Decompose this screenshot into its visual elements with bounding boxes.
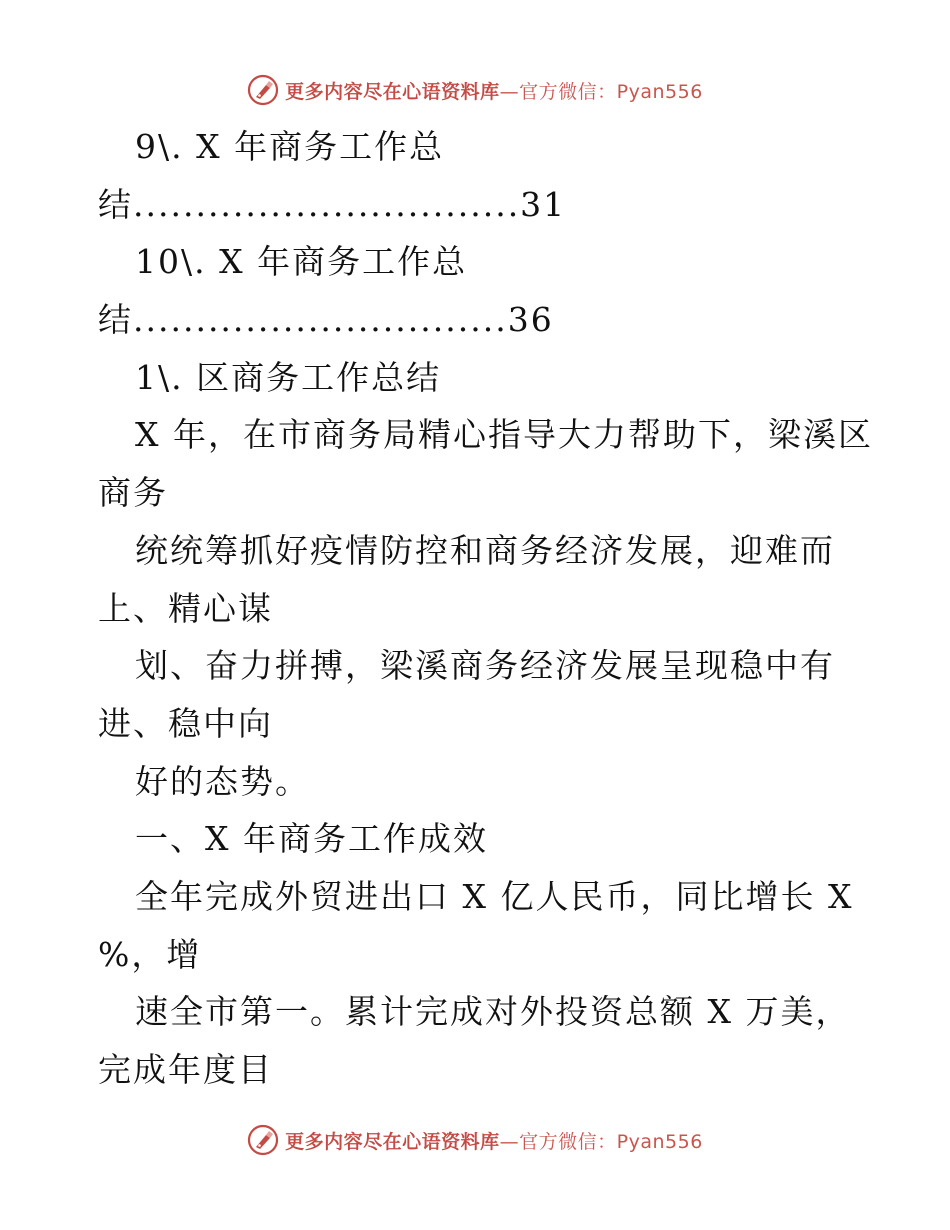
watermark-site-text: 更多内容尽在心语资料库 bbox=[285, 80, 500, 103]
document-body bbox=[98, 118, 873, 1099]
watermark-dash: — bbox=[499, 1130, 520, 1153]
watermark-text bbox=[285, 77, 703, 104]
paragraph-line: 统统筹抓好疫情防控和商务经济发展，迎难而 bbox=[135, 530, 835, 570]
paragraph-line: 进、稳中向 bbox=[98, 703, 273, 743]
watermark-text bbox=[285, 1127, 703, 1154]
header-watermark-banner bbox=[0, 70, 950, 110]
paragraph-line: X 年，在市商务局精心指导大力帮助下，梁溪区 bbox=[135, 415, 873, 455]
toc-entry-9-title: 9\. X 年商务工作总 bbox=[135, 127, 445, 166]
footer-watermark-banner bbox=[0, 1120, 950, 1160]
watermark-wechat-text: 官方微信：Pyan556 bbox=[519, 80, 703, 103]
section-heading-1: 1\. 区商务工作总结 bbox=[135, 357, 442, 397]
watermark-dash: — bbox=[499, 80, 520, 103]
watermark-site-text: 更多内容尽在心语资料库 bbox=[285, 1130, 500, 1153]
paragraph-line: 好的态势。 bbox=[135, 761, 310, 801]
paragraph-line: 全年完成外贸进出口 X 亿人民币，同比增长 X bbox=[135, 876, 854, 916]
pen-nib-logo-icon bbox=[247, 74, 279, 106]
toc-entry-9-leader: 结...............................31 bbox=[98, 184, 567, 224]
paragraph-line: %，增 bbox=[98, 934, 202, 974]
toc-entry-10-leader: 结..............................36 bbox=[98, 300, 554, 340]
section-heading-achievements: 一、X 年商务工作成效 bbox=[135, 819, 488, 859]
paragraph-line: 完成年度目 bbox=[98, 1050, 273, 1089]
paragraph-line: 商务 bbox=[98, 473, 168, 513]
paragraph-line: 划、奋力拼搏，梁溪商务经济发展呈现稳中有 bbox=[135, 646, 835, 686]
paragraph-line: 速全市第一。累计完成对外投资总额 X 万美， bbox=[135, 992, 851, 1032]
watermark-wechat-text: 官方微信：Pyan556 bbox=[519, 1130, 703, 1153]
toc-entry-10-title: 10\. X 年商务工作总 bbox=[135, 242, 468, 282]
paragraph-line: 上、精心谋 bbox=[98, 588, 273, 628]
pen-nib-logo-icon bbox=[247, 1124, 279, 1156]
